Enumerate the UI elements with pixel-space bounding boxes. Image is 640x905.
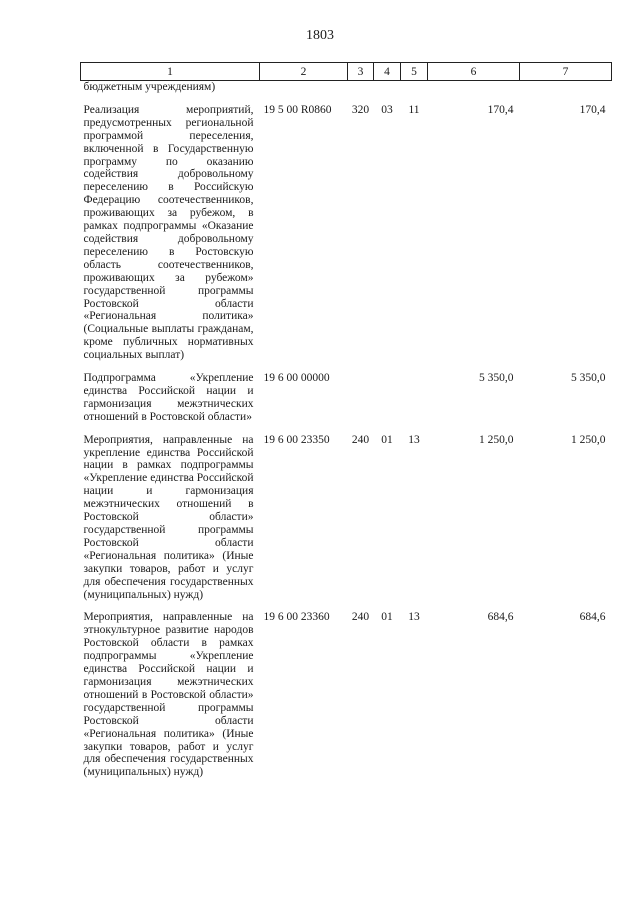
target-code [260, 81, 348, 94]
column-header: 3 [348, 63, 374, 81]
column-header: 7 [520, 63, 612, 81]
expense-type: 240 [351, 433, 370, 446]
section-code [374, 362, 401, 424]
section-code [374, 81, 401, 94]
section-code: 01 [381, 611, 393, 624]
section-code: 03 [381, 103, 393, 116]
subsection-code: 13 [408, 611, 420, 624]
row-description: бюджетным учреждениям) [83, 81, 216, 93]
table-row [81, 81, 612, 94]
row-description: Подпрограмма «Укрепление единства Российской нации и гармонизация межэтнических отношений в Ростовской области» [83, 372, 254, 423]
amount-col6: 5 350,0 [479, 372, 514, 385]
column-header: 1 [81, 63, 260, 81]
amount-col6: 1 250,0 [479, 433, 514, 446]
table-row [81, 362, 612, 424]
expense-type [348, 81, 374, 94]
expense-type: 240 [351, 611, 370, 624]
amount-col6: 684,6 [487, 611, 514, 624]
table-row [81, 424, 612, 602]
target-code: 19 6 00 23350 [263, 433, 330, 446]
amount-col7: 5 350,0 [571, 372, 606, 385]
amount-col7: 170,4 [579, 103, 606, 116]
budget-table [80, 62, 612, 779]
table-row [81, 94, 612, 362]
target-code: 19 5 00 R0860 [263, 103, 332, 116]
target-code: 19 6 00 00000 [263, 372, 330, 385]
column-header: 2 [260, 63, 348, 81]
column-header: 5 [401, 63, 428, 81]
target-code: 19 6 00 23360 [263, 611, 330, 624]
expense-type: 320 [351, 103, 370, 116]
amount-col6: 170,4 [487, 103, 514, 116]
subsection-code [401, 362, 428, 424]
row-description: Мероприятия, направленные на этнокультурное развитие народов Ростовской области в рамках подпрограммы «Укрепление единства Российской нации и гармонизация межэтнических отношений в Ростовской области» государственной программы Ростовской области «Региональная политика» (Иные закупки товаров, работ и услуг для обеспечения государственных (муниципальных) нужд) [83, 611, 254, 779]
subsection-code: 13 [408, 433, 420, 446]
row-description: Мероприятия, направленные на укрепление единства Российской нации в рамках подпрограммы «Укрепление единства Российской нации и гармонизация межэтнических отношений в Ростовской области» государственной программы Ростовской области «Региональная политика» (Иные закупки товаров, работ и услуг для обеспечения государственных (муниципальных) нужд) [83, 433, 254, 601]
table-row [81, 601, 612, 779]
table-header-row [81, 63, 612, 81]
amount-col6 [428, 81, 520, 94]
amount-col7: 1 250,0 [571, 433, 606, 446]
amount-col7: 684,6 [579, 611, 606, 624]
subsection-code: 11 [408, 103, 420, 116]
amount-col7 [520, 81, 612, 94]
row-description: Реализация мероприятий, предусмотренных региональной программой переселения, включенной в Государственную программу по оказанию содействия добровольному переселению в Российскую Федерацию соотечественников, проживающих за рубежом, в рамках подпрограммы «Оказание содействия добровольному переселению в Ростовскую область соотечественников, проживающих за рубежом» государственной программы Ростовской области «Региональная политика» (Социальные выплаты гражданам, кроме публичных нормативных социальных выплат) [83, 103, 254, 362]
column-header: 4 [374, 63, 401, 81]
expense-type [348, 362, 374, 424]
column-header: 6 [428, 63, 520, 81]
subsection-code [401, 81, 428, 94]
page-number: 1803 [306, 28, 334, 43]
section-code: 01 [381, 433, 393, 446]
